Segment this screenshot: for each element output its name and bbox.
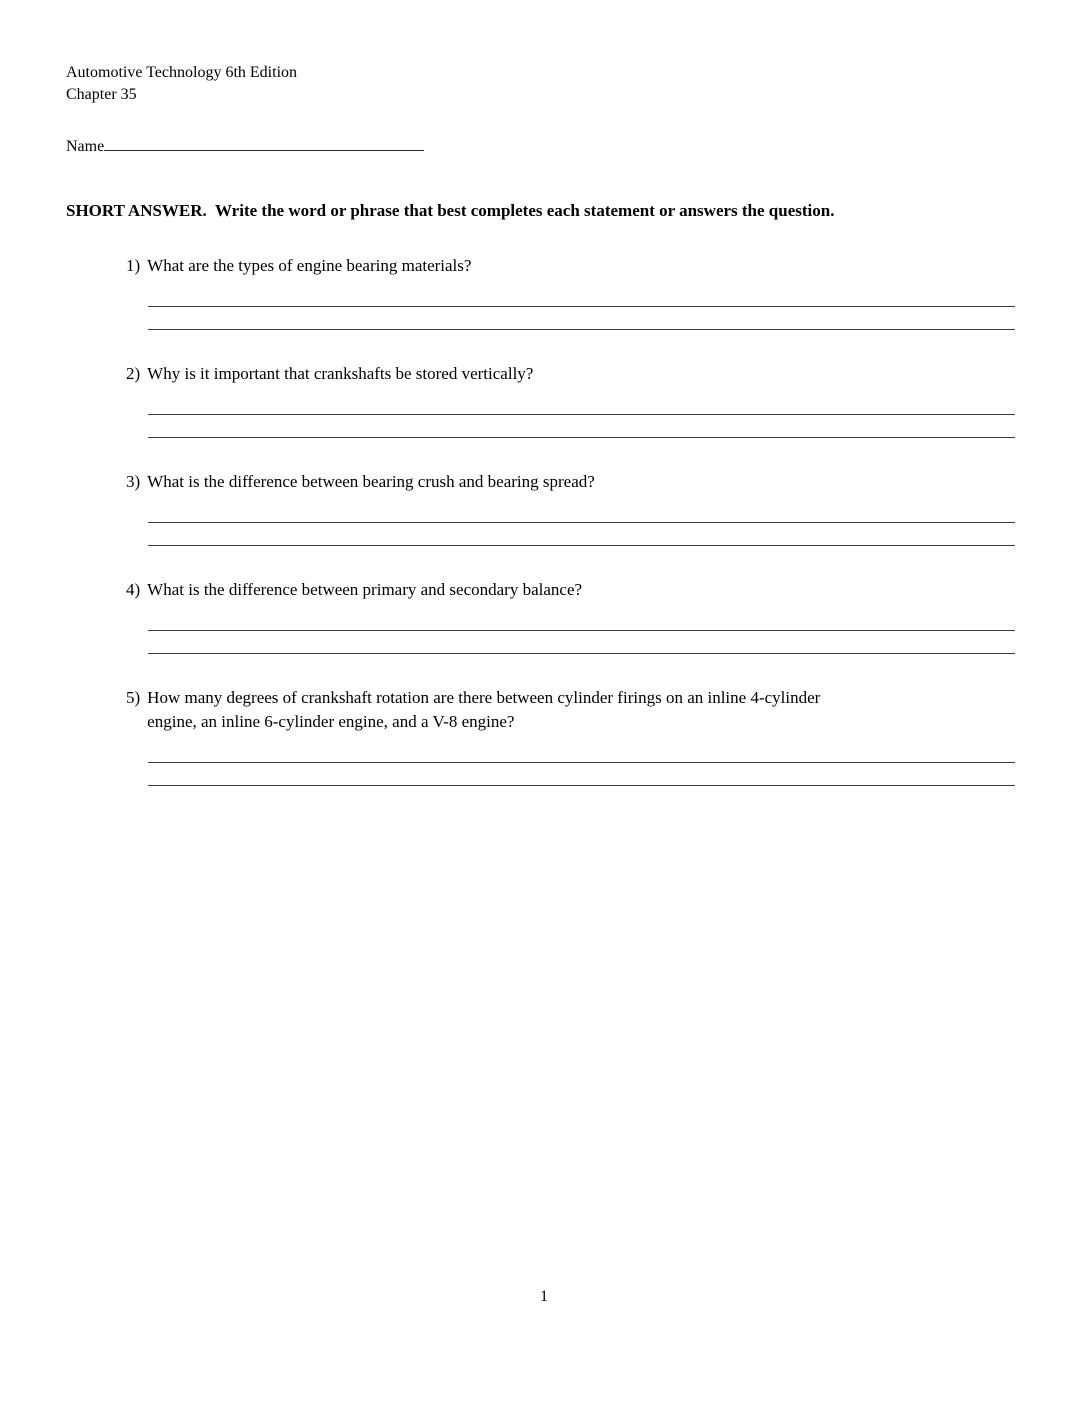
question-text: What are the types of engine bearing materials? xyxy=(147,256,472,275)
document-header xyxy=(66,62,1022,106)
section-instructions: SHORT ANSWER. Write the word or phrase that best completes each statement or answers the question. xyxy=(66,201,835,220)
name-blank-line xyxy=(104,134,424,151)
answer-area xyxy=(148,602,1015,654)
question-3 xyxy=(126,470,1022,494)
question-number: 2) xyxy=(126,364,141,383)
question-list xyxy=(66,254,1022,786)
answer-blank-line xyxy=(148,386,1015,415)
book-title: Automotive Technology 6th Edition xyxy=(66,64,298,81)
answer-blank-line xyxy=(148,415,1015,438)
answer-blank-line xyxy=(148,307,1015,330)
answer-area xyxy=(148,278,1015,330)
question-text: What is the difference between bearing crush and bearing spread? xyxy=(147,472,595,491)
question-2 xyxy=(126,362,1022,386)
question-number: 5) xyxy=(126,688,141,707)
question-number: 4) xyxy=(126,580,141,599)
answer-blank-line xyxy=(148,494,1015,523)
answer-blank-line xyxy=(148,763,1015,786)
answer-area xyxy=(148,386,1015,438)
question-block xyxy=(66,578,1022,654)
question-5 xyxy=(126,686,1022,734)
question-number: 3) xyxy=(126,472,141,491)
answer-area xyxy=(148,494,1015,546)
question-text: What is the difference between primary and secondary balance? xyxy=(147,580,583,599)
question-4 xyxy=(126,578,1022,602)
question-block xyxy=(66,470,1022,546)
question-block xyxy=(66,686,1022,786)
name-field xyxy=(66,134,1022,158)
question-text: How many degrees of crankshaft rotation are there between cylinder firings on an inline 4-cylinder engine, an inline 6-cylinder engine, and a V-8 engine? xyxy=(147,688,821,731)
question-block xyxy=(66,362,1022,438)
answer-blank-line xyxy=(148,734,1015,763)
question-text: Why is it important that crankshafts be stored vertically? xyxy=(147,364,534,383)
answer-blank-line xyxy=(148,631,1015,654)
answer-area xyxy=(148,734,1015,786)
answer-blank-line xyxy=(148,523,1015,546)
page-number: 1 xyxy=(540,1288,548,1305)
answer-blank-line xyxy=(148,278,1015,307)
question-number: 1) xyxy=(126,256,141,275)
question-block xyxy=(66,254,1022,330)
question-1 xyxy=(126,254,1022,278)
chapter-label: Chapter 35 xyxy=(66,86,137,103)
answer-blank-line xyxy=(148,602,1015,631)
name-label: Name xyxy=(66,138,105,155)
